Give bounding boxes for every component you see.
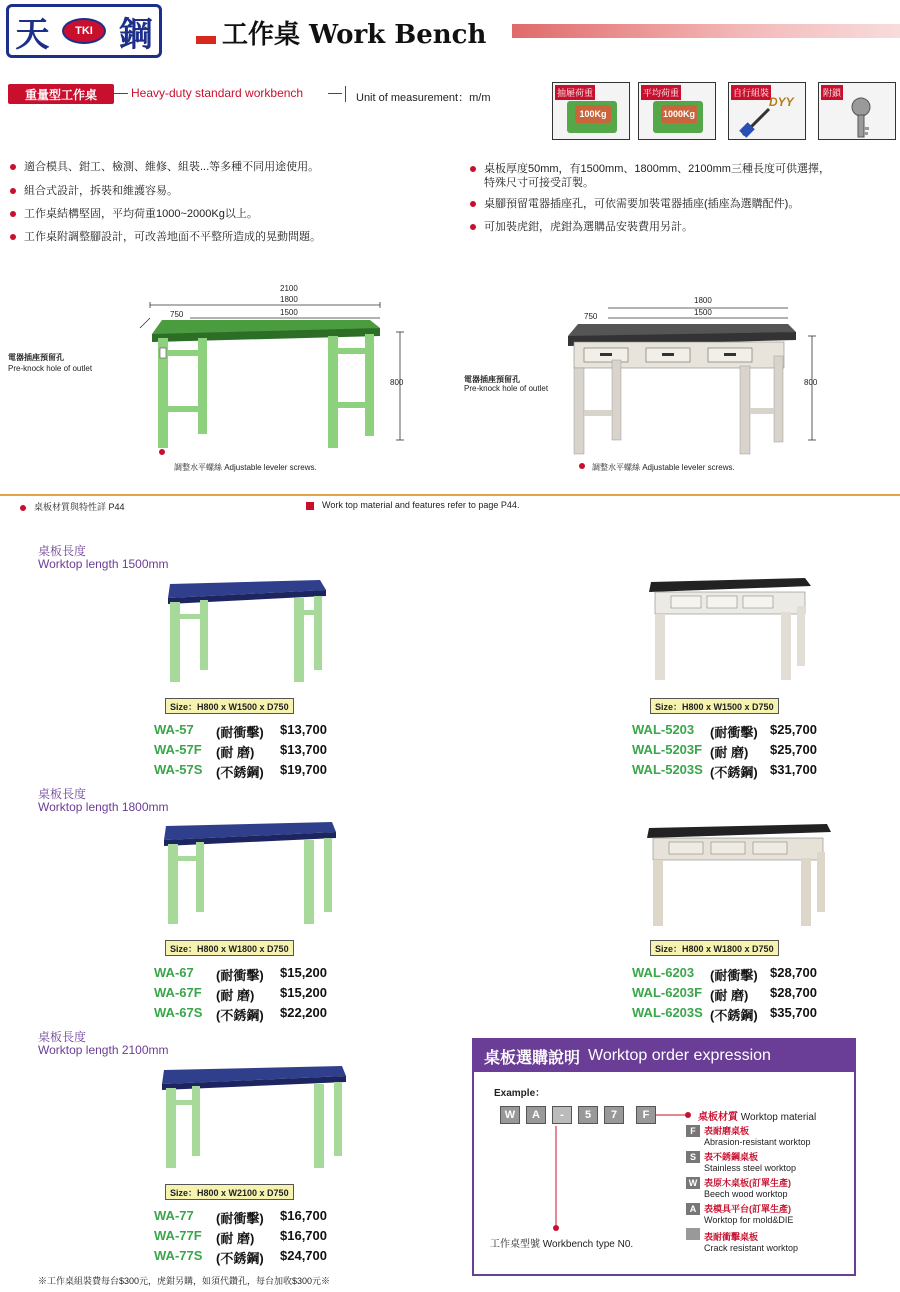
model-feature: (耐衝擊) — [216, 968, 264, 983]
model-feature: (耐衝擊) — [710, 725, 758, 740]
price-row — [154, 1208, 327, 1227]
model-price: $25,700 — [770, 742, 817, 757]
option-en: Crack resistant worktop — [704, 1243, 799, 1253]
bullet-icon — [470, 201, 476, 207]
category-label-en: Heavy-duty standard workbench — [131, 86, 304, 100]
feature-text: 桌腳預留電器插座孔，可依需要加裝電器插座(插座為選購配件)。 — [484, 198, 800, 210]
option-tag: W — [686, 1177, 700, 1189]
size-label: Size：H800 x W2100 x D750 — [165, 1184, 294, 1200]
model-number: WA-67F — [154, 985, 202, 1000]
example-label: Example： — [494, 1088, 546, 1099]
model-feature: (不銹鋼) — [710, 765, 758, 780]
section-title-en: Worktop length 1800mm — [38, 800, 169, 814]
price-row — [154, 722, 327, 741]
material-note-en — [306, 500, 519, 510]
badge-label: 自行組裝 — [731, 85, 771, 100]
key-icon — [837, 97, 881, 139]
option-ch: 表不銹鋼桌板 — [704, 1152, 759, 1162]
model-feature: (不銹鋼) — [216, 1251, 264, 1266]
model-price: $24,700 — [280, 1248, 327, 1263]
option-ch: 表耐磨桌板 — [704, 1126, 750, 1136]
workbench-type-label: 工作桌型號 Workbench type N0. — [490, 1239, 634, 1250]
option-en: Worktop for mold&DIE — [704, 1215, 794, 1225]
model-number: WAL-5203F — [632, 742, 703, 757]
model-feature: (耐衝擊) — [216, 1211, 264, 1226]
badge-value: 1000Kg — [661, 105, 697, 123]
option-ch: 表耐衝擊桌板 — [704, 1232, 759, 1242]
dimension-label: 1800 — [694, 296, 712, 305]
model-number: WA-57S — [154, 762, 203, 777]
note-text: Work top material and features refer to page P44. — [322, 500, 520, 510]
model-number: WAL-5203 — [632, 722, 695, 737]
model-number: WAL-6203S — [632, 1005, 703, 1020]
material-label-ch: 桌板材質 — [698, 1112, 738, 1123]
model-price: $13,700 — [280, 742, 327, 757]
model-feature: (耐衝擊) — [710, 968, 758, 983]
feature-item — [10, 160, 319, 175]
bullet-icon — [470, 224, 476, 230]
model-feature: (不銹鋼) — [216, 765, 264, 780]
leveler-label: 調整水平螺絲 Adjustable leveler screws. — [592, 463, 735, 472]
category-connector — [114, 93, 128, 94]
depth-label: 750 — [584, 312, 598, 321]
code-char: W — [500, 1106, 520, 1124]
model-price: $22,200 — [280, 1005, 327, 1020]
size-label: Size：H800 x W1500 x D750 — [165, 698, 294, 714]
drawer-load-badge — [552, 82, 630, 140]
option-f — [686, 1124, 811, 1147]
bullet-icon — [20, 505, 26, 511]
self-assembly-badge — [728, 82, 806, 140]
bullet-icon — [470, 166, 476, 172]
option-en: Beech wood worktop — [704, 1189, 788, 1199]
model-number: WA-67 — [154, 965, 194, 980]
logo-oval: TKI — [62, 18, 106, 44]
height-label: 800 — [804, 378, 818, 387]
model-price: $28,700 — [770, 985, 817, 1000]
bench-image-wa57 — [160, 578, 330, 688]
logo-char-2: 鋼 — [118, 14, 153, 55]
model-price: $16,700 — [280, 1228, 327, 1243]
model-number: WA-77F — [154, 1228, 202, 1243]
model-number: WAL-6203F — [632, 985, 703, 1000]
section-divider — [0, 494, 900, 496]
diagram-standard-bench — [8, 280, 440, 480]
bench-image-wa77 — [160, 1064, 350, 1174]
price-row — [154, 965, 327, 984]
feature-item — [470, 197, 799, 212]
dimension-label: 1500 — [694, 308, 712, 317]
badge-value: 100Kg — [575, 105, 611, 123]
average-load-badge — [638, 82, 716, 140]
price-row — [632, 722, 817, 741]
bench-image-wa67 — [160, 820, 340, 930]
diagram-drawer-bench — [440, 290, 880, 480]
badge-value: DYY — [769, 95, 794, 109]
outlet-hole-label-en: Pre-knock hole of outlet — [8, 364, 93, 373]
material-note — [20, 500, 125, 513]
price-row — [154, 1248, 327, 1267]
outlet-hole-label-en: Pre-knock hole of outlet — [464, 384, 549, 393]
model-number: WAL-5203S — [632, 762, 703, 777]
feature-item — [470, 220, 693, 235]
section-title-en: Worktop length 2100mm — [38, 1043, 169, 1057]
model-number: WA-77 — [154, 1208, 194, 1223]
badge-label: 抽屜荷重 — [555, 85, 595, 100]
dimension-label: 2100 — [280, 284, 298, 293]
model-price: $16,700 — [280, 1208, 327, 1223]
feature-text: 桌板厚度50mm，有1500mm、1800mm、2100mm三種長度可供選擇， — [484, 163, 830, 175]
model-feature: (耐 磨) — [710, 745, 749, 760]
logo-char-1: 天 — [15, 14, 50, 55]
material-label-en: Worktop material — [740, 1112, 817, 1123]
dimension-label: 1500 — [280, 308, 298, 317]
model-price: $13,700 — [280, 722, 327, 737]
option-tag: A — [686, 1203, 700, 1215]
model-feature: (耐衝擊) — [216, 725, 264, 740]
leveler-label: 調整水平螺絲 Adjustable leveler screws. — [174, 463, 317, 472]
footer-note: ※工作桌組裝費每台$300元，虎鉗另購，如須代鑽孔，每台加收$300元※ — [38, 1276, 331, 1286]
option-s — [686, 1150, 796, 1173]
model-price: $15,200 — [280, 965, 327, 980]
feature-text: 工作桌結構堅固，平均荷重1000~2000Kg以上。 — [24, 208, 258, 220]
order-title: 桌板選購說明 — [484, 1047, 581, 1067]
model-price: $15,200 — [280, 985, 327, 1000]
model-number: WA-77S — [154, 1248, 203, 1263]
code-char: 7 — [604, 1106, 624, 1124]
feature-text: 適合模具、鉗工、檢測、維修、組裝...等多種不同用途使用。 — [24, 161, 320, 173]
size-label: Size：H800 x W1500 x D750 — [650, 698, 779, 714]
code-char: - — [552, 1106, 572, 1124]
option-tag — [686, 1228, 700, 1240]
size-label: Size：H800 x W1800 x D750 — [165, 940, 294, 956]
brand-logo — [6, 4, 162, 58]
price-row — [632, 965, 817, 984]
order-title-en: Worktop order expression — [588, 1047, 771, 1064]
outlet-hole-label: 電器插座預留孔 — [464, 375, 520, 384]
feature-text: 組合式設計，拆裝和維護容易。 — [24, 185, 178, 197]
option-en: Abrasion-resistant worktop — [704, 1137, 811, 1147]
model-number: WA-57 — [154, 722, 194, 737]
model-feature: (耐 磨) — [216, 745, 255, 760]
price-row — [154, 1228, 327, 1247]
option-ch: 表模具平台(訂單生產) — [704, 1204, 791, 1214]
bullet-icon — [10, 234, 16, 240]
price-row — [154, 742, 327, 761]
option-w — [686, 1176, 791, 1199]
feature-item — [10, 230, 321, 245]
order-expression-box — [472, 1038, 856, 1276]
badge-label: 平均荷重 — [641, 85, 681, 100]
model-price: $31,700 — [770, 762, 817, 777]
depth-label: 750 — [170, 310, 184, 319]
height-label: 800 — [390, 378, 404, 387]
bench-drawing — [40, 280, 440, 480]
price-row — [154, 762, 327, 781]
page-title: 工作桌 Work Bench — [222, 20, 487, 50]
option-en: Stainless steel worktop — [704, 1163, 797, 1173]
feature-text: 工作桌附調整腳設計，可改善地面不平整所造成的晃動問題。 — [24, 231, 321, 243]
price-row — [154, 1005, 327, 1024]
feature-item — [10, 207, 258, 222]
bullet-icon — [306, 502, 314, 510]
option-tag: F — [686, 1125, 700, 1137]
code-char: A — [526, 1106, 546, 1124]
code-char: F — [636, 1106, 656, 1124]
price-row — [632, 1005, 817, 1024]
note-text: 桌板材質與特性詳 P44 — [34, 502, 125, 512]
category-label: 重量型工作桌 — [8, 84, 114, 104]
feature-text: 特殊尺寸可接受訂製。 — [484, 177, 594, 189]
material-label — [698, 1108, 816, 1123]
feature-item — [10, 184, 178, 199]
feature-item-cont — [484, 176, 594, 191]
price-row — [632, 985, 817, 1004]
title-stripe — [512, 24, 900, 38]
bench-image-wal5203 — [645, 576, 815, 686]
feature-item — [470, 162, 830, 177]
dimension-label: 1800 — [280, 295, 298, 304]
option-tag: S — [686, 1151, 700, 1163]
category-bracket — [340, 86, 346, 102]
model-number: WA-67S — [154, 1005, 203, 1020]
model-number: WA-57F — [154, 742, 202, 757]
lock-badge — [818, 82, 896, 140]
bench-image-wal6203 — [645, 822, 835, 932]
model-number: WAL-6203 — [632, 965, 695, 980]
option-a — [686, 1202, 793, 1225]
price-row — [154, 985, 327, 1004]
title-accent-bar — [196, 36, 216, 44]
model-price: $35,700 — [770, 1005, 817, 1020]
price-row — [632, 742, 817, 761]
model-price: $28,700 — [770, 965, 817, 980]
section-title: 桌板長度 — [38, 787, 87, 801]
model-feature: (耐 磨) — [216, 1231, 255, 1246]
model-feature: (不銹鋼) — [216, 1008, 264, 1023]
size-label: Size：H800 x W1800 x D750 — [650, 940, 779, 956]
feature-text: 可加裝虎鉗，虎鉗為選購品安裝費用另計。 — [484, 221, 693, 233]
model-feature: (耐 磨) — [710, 988, 749, 1003]
price-row — [632, 762, 817, 781]
section-title: 桌板長度 — [38, 1030, 87, 1044]
section-title-en: Worktop length 1500mm — [38, 557, 169, 571]
bullet-icon — [10, 188, 16, 194]
section-title: 桌板長度 — [38, 544, 87, 558]
unit-of-measurement: Unit of measurement：m/m — [356, 92, 491, 104]
badge-label: 附鎖 — [821, 85, 843, 100]
model-price: $19,700 — [280, 762, 327, 777]
model-feature: (耐 磨) — [216, 988, 255, 1003]
option-ch: 表原木桌板(訂單生產) — [704, 1178, 791, 1188]
model-price: $25,700 — [770, 722, 817, 737]
model-feature: (不銹鋼) — [710, 1008, 758, 1023]
outlet-hole-label: 電器插座預留孔 — [8, 353, 64, 362]
option-crack — [686, 1228, 798, 1253]
bullet-icon — [10, 164, 16, 170]
bullet-icon — [10, 211, 16, 217]
code-char: 5 — [578, 1106, 598, 1124]
